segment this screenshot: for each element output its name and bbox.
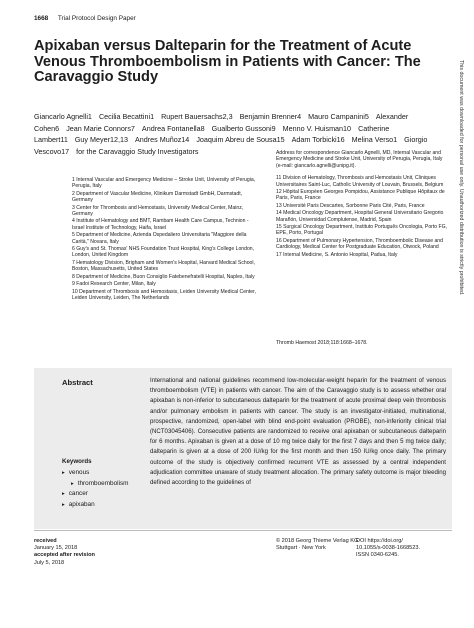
author-name: Adam Torbicki16 — [291, 135, 345, 145]
keyword-item: ▸ apixaban — [62, 500, 129, 511]
article-dates — [34, 538, 95, 567]
keywords-list — [62, 468, 129, 510]
affiliation: 12 Hôpital Européen Georges Pompidou, Assistance Publique Hôpitaux de Paris, Paris, France — [276, 189, 445, 202]
author-name: Mauro Campanini5 — [308, 112, 369, 121]
section-label: Trial Protocol Design Paper — [57, 15, 136, 22]
affiliation: 8 Department of Medicine, Buon Consiglio Fatebenefratelli Hospital, Naples, Italy — [72, 273, 255, 280]
affiliation: 4 Institute of Hematology and BMT, Rambam Health Care Campus, Technion - Israel Institute of Technology, Haifa, Israel — [72, 218, 249, 231]
author-name: Rupert Bauersachs2,3 — [161, 112, 233, 121]
affiliation: 14 Medical Oncology Department, Hospital General Universitario Gregorio Marañón, Universidad Complutense, Madrid, Spain — [276, 210, 444, 223]
issn: ISSN 0340-6245. — [356, 552, 399, 559]
abstract-heading: Abstract — [62, 378, 93, 387]
affiliation: 3 Center for Thrombosis and Hemostasis, University Medical Center, Mainz, Germany — [72, 204, 244, 218]
article-title: Apixaban versus Dalteparin for the Treatment of Acute Venous Thromboembolism in Patients with Cancer: The Caravaggio Study — [34, 38, 421, 86]
doi-block — [356, 538, 420, 560]
download-notice: This document was downloaded for personal use only. Unauthorized distribution is strictly prohibited. — [458, 60, 464, 296]
affiliation: 10 Department of Thrombosis and Hemostasis, Leiden University Medical Center, Leiden University, Leiden, The Netherlands — [72, 288, 256, 301]
author-name: Andres Muñoz14 — [134, 135, 190, 145]
keyword-item: ▸ cancer — [62, 489, 129, 500]
running-head — [34, 15, 136, 22]
author-name: Melina Verso1 — [351, 135, 398, 145]
doi-value: 10.1055/s-0038-1668523. — [356, 545, 421, 552]
accepted-date: July 5, 2018 — [34, 559, 65, 566]
received-date: January 15, 2018 — [34, 545, 78, 552]
publisher-location: Stuttgart · New York — [276, 545, 326, 552]
keywords-heading: Keywords — [62, 458, 92, 465]
footer-divider — [34, 530, 452, 531]
affiliations-right — [276, 150, 450, 259]
affiliation: 7 Hematology Division, Brigham and Women's Hospital, Harvard Medical School, Boston, Massachusetts, United States — [72, 259, 255, 273]
affiliation: 17 Internal Medicine, S. Antonio Hospital, Padua, Italy — [276, 251, 398, 258]
affiliation: 13 Université Paris Descartes, Sorbonne Paris Cité, Paris, France — [276, 202, 425, 209]
author-name: Jean Marie Connors7 — [66, 123, 135, 133]
affiliation: 16 Department of Pulmonary Hypertension, Thromboembolic Disease and Cardiology, Medical Center for Postgraduate Education, Otwock, Poland — [276, 237, 443, 251]
author-name: Benjamin Brenner4 — [239, 112, 302, 121]
author-name: Giorgio Vescovo17 — [34, 135, 428, 156]
copyright-line: © 2018 Georg Thieme Verlag KG — [276, 538, 359, 544]
copyright — [276, 538, 358, 552]
author-name: Gualberto Gussoni9 — [211, 123, 276, 133]
affiliation: 5 Department of Medicine, Azienda Ospedaliero Universitaria "Maggiore della Carità," Novara, Italy — [72, 232, 247, 245]
received-label: received — [34, 538, 57, 544]
affiliation: 9 Fadoi Research Center, Milan, Italy — [72, 281, 156, 288]
correspondence-address: Address for correspondence Giancarlo Agnelli, MD, Internal Vascular and Emergency Medicine and Stroke Unit, University of Perugia, Perugia, Italy (e-mail: giancarlo.agnelli@unipg.it). — [276, 150, 443, 169]
keyword-item: ▸ venous — [62, 468, 129, 479]
affiliation: 6 Guy's and St. Thomas' NHS Foundation Trust Hospital, King's College London, London, United Kingdom — [72, 246, 255, 259]
doi-link[interactable]: DOI https://doi.org/ — [356, 538, 403, 544]
affiliation: 15 Surgical Oncology Department, Instituto Português Oncologia, Porto FG, EPE, Porto, Portugal — [276, 224, 448, 237]
affiliations-left — [72, 177, 256, 302]
accepted-label: accepted after revision — [34, 552, 95, 559]
keyword-item: ▸ thromboembolism — [62, 479, 129, 490]
author-name: Andrea Fontanella8 — [141, 123, 205, 133]
abstract-text: International and national guidelines recommend low-molecular-weight heparin for the treatment of venous thromboembolism (VTE) in patients with cancer. The aim of the Caravaggio study is to assess whether oral apixaban is non-inferior to subcutaneous dalteparin for the treatment of acute proximal deep vein thrombosis and/or pulmonary embolism in patients with cancer. The study is an investigator-initiated, multinational, prospective, randomized, open-label with blind end-point evaluation (PROBE), non-inferiority clinical trial (NCT03045406). Consecutive patients are randomized to receive oral apixaban or subcutaneous dalteparin for 6 months. Apixaban is given at a dose of 10 mg twice daily for the first 7 days and then 5 mg twice daily; dalteparin is given at a dose of 200 IU/kg for the first month and then 150 IU/kg once daily. The primary outcome of the study is objectively confirmed recurrent VTE as assessed by a central independent adjudication committee unaware of study treatment allocation. The primary safety outcome is major bleeding defined according to the guidelines of — [150, 377, 446, 487]
affiliation: 2 Department of Vascular Medicine, Klinikum Darmstadt GmbH, Darmstadt, Germany — [72, 190, 243, 204]
author-name: Catherine Lambert11 — [34, 123, 390, 145]
page-number: 1668 — [34, 15, 49, 22]
author-name: Cecilia Becattini1 — [98, 112, 155, 121]
affiliation: 11 Division of Hematology, Thrombosis and Hemostasis Unit, Cliniques Universitaires Saint-Luc, Catholic University of Louvain, Brussels, Belgium — [276, 175, 444, 188]
author-name: Giancarlo Agnelli1 — [34, 112, 92, 121]
author-name: Guy Meyer12,13 — [74, 135, 128, 145]
citation: Thromb Haemost 2018;118:1668–1678. — [276, 340, 368, 346]
author-name: Joaquim Abreu de Sousa15 — [196, 135, 285, 145]
author-name: for the Caravaggio Study Investigators — [76, 146, 199, 156]
author-name: Menno V. Huisman10 — [282, 123, 352, 133]
author-name: Alexander Cohen6 — [34, 112, 409, 133]
affiliation: 1 Internal Vascular and Emergency Medicine – Stroke Unit, University of Perugia, Perugia, Italy — [72, 177, 256, 190]
